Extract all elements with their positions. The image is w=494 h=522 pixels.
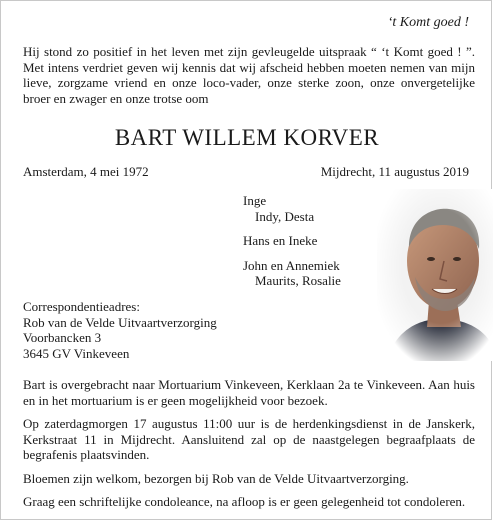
family-sub: Indy, Desta xyxy=(255,208,315,224)
motto: ‘t Komt goed ! xyxy=(387,15,469,30)
address-line: Rob van de Velde Uitvaartverzorging xyxy=(23,314,217,330)
family-group xyxy=(243,233,341,249)
death-info: Mijdrecht, 11 augustus 2019 xyxy=(320,164,469,179)
correspondence-heading: Correspondentieadres: xyxy=(23,299,140,314)
deceased-name: BART WILLEM KORVER xyxy=(114,125,380,150)
birth-info: Amsterdam, 4 mei 1972 xyxy=(23,164,149,179)
address-line: Voorbancken 3 xyxy=(23,330,102,345)
family-sub: Maurits, Rosalie xyxy=(255,273,341,288)
correspondence-address xyxy=(23,299,217,361)
family-group xyxy=(243,258,341,289)
family-main: Hans en Ineke xyxy=(243,233,318,248)
announcement-body xyxy=(23,377,475,518)
family-group xyxy=(243,193,341,224)
family-main: John en Annemiek xyxy=(243,257,340,273)
address-line: 3645 GV Vinkeveen xyxy=(23,345,130,361)
paragraph-flowers: Bloemen zijn welkom, bezorgen bij Rob van de Velde Uitvaartverzorging. xyxy=(23,470,409,486)
portrait-photo xyxy=(377,189,493,361)
intro-text: Hij stond zo positief in het leven met zijn gevleugelde uitspraak “ ‘t Komt goed ! ”. Met intens verdriet geven wij kennis dat wij afscheid hebben moeten nemen van mijn lieve, zorgzame vriend en onze loco-vader, onze sterke zoon, onze onvergetelijke broer en zwager en onze trotse oom xyxy=(23,44,475,106)
paragraph-condolence: Graag een schriftelijke condoleance, na afloop is er geen gelegenheid tot condoleren. xyxy=(23,494,466,509)
family-list xyxy=(243,193,341,298)
family-main: Inge xyxy=(243,193,267,208)
paragraph-service: Op zaterdagmorgen 17 augustus 11:00 uur is de herdenkingsdienst in de Janskerk, Kerkstraat 11 in Mijdrecht. Aansluitend zal op de naastgelegen begraafplaats de begrafenis plaatsvinden. xyxy=(23,416,475,462)
paragraph-mortuarium: Bart is overgebracht naar Mortuarium Vinkeveen, Kerklaan 2a te Vinkeveen. Aan huis en in het mortuarium is er geen mogelijkheid voor bezoek. xyxy=(23,377,475,408)
